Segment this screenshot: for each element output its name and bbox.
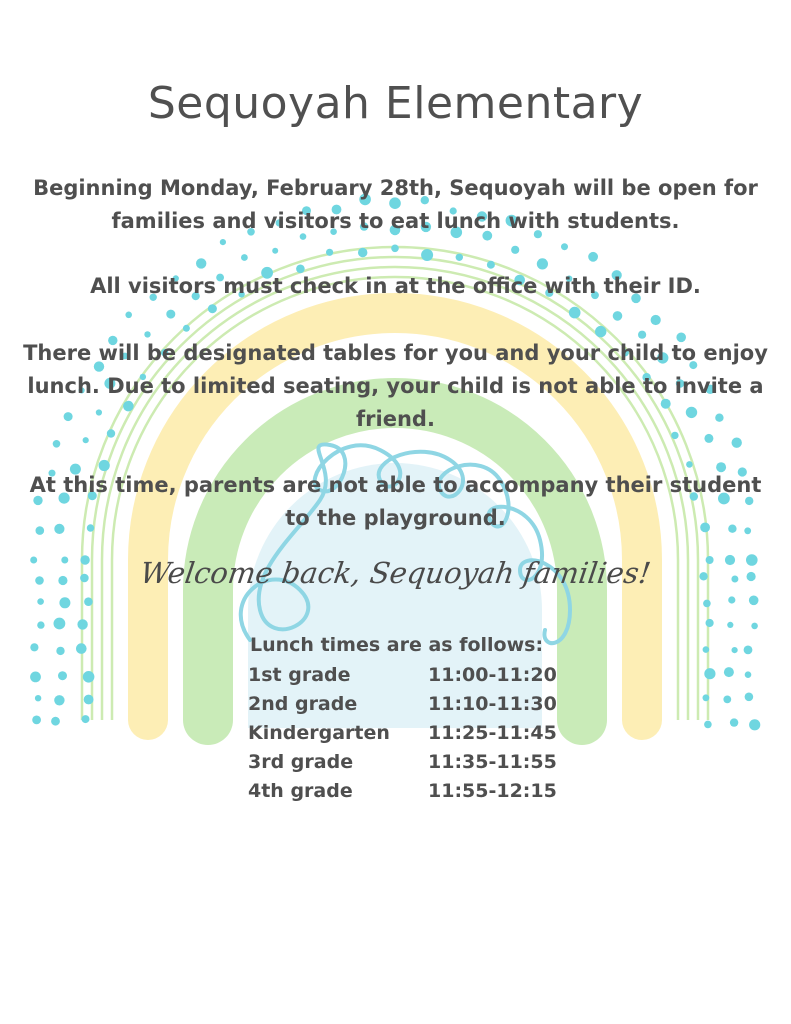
lunch-grade: 4th grade [248, 780, 353, 802]
lunch-time: 11:10-11:30 [428, 693, 557, 715]
visitor-checkin-paragraph: All visitors must check in at the office with their ID. [90, 274, 701, 298]
lunch-row [248, 780, 568, 809]
lunch-grade: 2nd grade [248, 693, 358, 715]
lunch-time: 11:55-12:15 [428, 780, 557, 802]
playground-paragraph: At this time, parents are not able to accompany their student to the playground. [29, 473, 762, 530]
lunch-time: 11:00-11:20 [428, 664, 557, 686]
lunch-time: 11:35-11:55 [428, 751, 557, 773]
lunch-row [248, 693, 568, 722]
page-title: Sequoyah Elementary [147, 78, 644, 129]
lunch-time: 11:25-11:45 [428, 722, 557, 744]
lunch-grade: 1st grade [248, 664, 351, 686]
lunch-row [248, 664, 568, 693]
lunch-heading: Lunch times are as follows: [250, 634, 544, 656]
announcement-paragraph: Beginning Monday, February 28th, Sequoyah will be open for families and visitors to eat lunch with students. [33, 176, 758, 233]
lunch-row [248, 751, 568, 780]
lunch-grade: Kindergarten [248, 722, 390, 744]
lunch-grade: 3rd grade [248, 751, 354, 773]
seating-paragraph: There will be designated tables for you and your child to enjoy lunch. Due to limited seating, your child is not able to invite a friend. [23, 341, 768, 431]
welcome-message: Welcome back, Sequoyah families! [138, 556, 653, 590]
lunch-row [248, 722, 568, 751]
